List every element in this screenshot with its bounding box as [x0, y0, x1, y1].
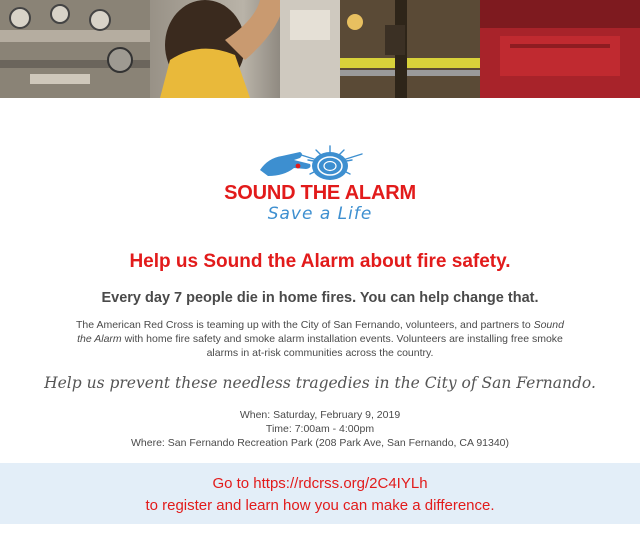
event-time: Time: 7:00am - 4:00pm [265, 423, 375, 435]
body-text-part2: with home fire safety and smoke alarm installation events. Volunteers are installing free smoke alarms in at-risk communities across the country. [121, 333, 563, 359]
script-tagline: Help us prevent these needless tragedies in the City of San Fernando. [44, 374, 596, 392]
page-headline: Help us Sound the Alarm about fire safety. [129, 251, 511, 272]
sound-the-alarm-logo [0, 140, 640, 226]
body-text-part1: The American Red Cross is teaming up with the City of San Fernando, volunteers, and partners to [76, 319, 534, 331]
body-emphasis: Sound the Alarm [77, 319, 564, 345]
cta-banner [0, 463, 640, 524]
logo-subtitle: Save a Life [267, 204, 373, 224]
logo-title: SOUND THE ALARM [224, 182, 416, 204]
register-link[interactable]: Go to https://rdcrss.org/2C4IYLh [212, 475, 428, 492]
firefighter-photo [0, 0, 640, 98]
smoke-alarm-icon [258, 144, 382, 184]
body-paragraph [70, 318, 570, 360]
lead-text: Every day 7 people die in home fires. You can help change that. [101, 290, 539, 306]
event-when: When: Saturday, February 9, 2019 [239, 409, 401, 421]
event-where: Where: San Fernando Recreation Park (208 Park Ave, San Fernando, CA 91340) [130, 437, 510, 449]
hero-banner [0, 0, 640, 98]
register-subtext: to register and learn how you can make a difference. [145, 497, 495, 514]
event-details [0, 408, 640, 450]
